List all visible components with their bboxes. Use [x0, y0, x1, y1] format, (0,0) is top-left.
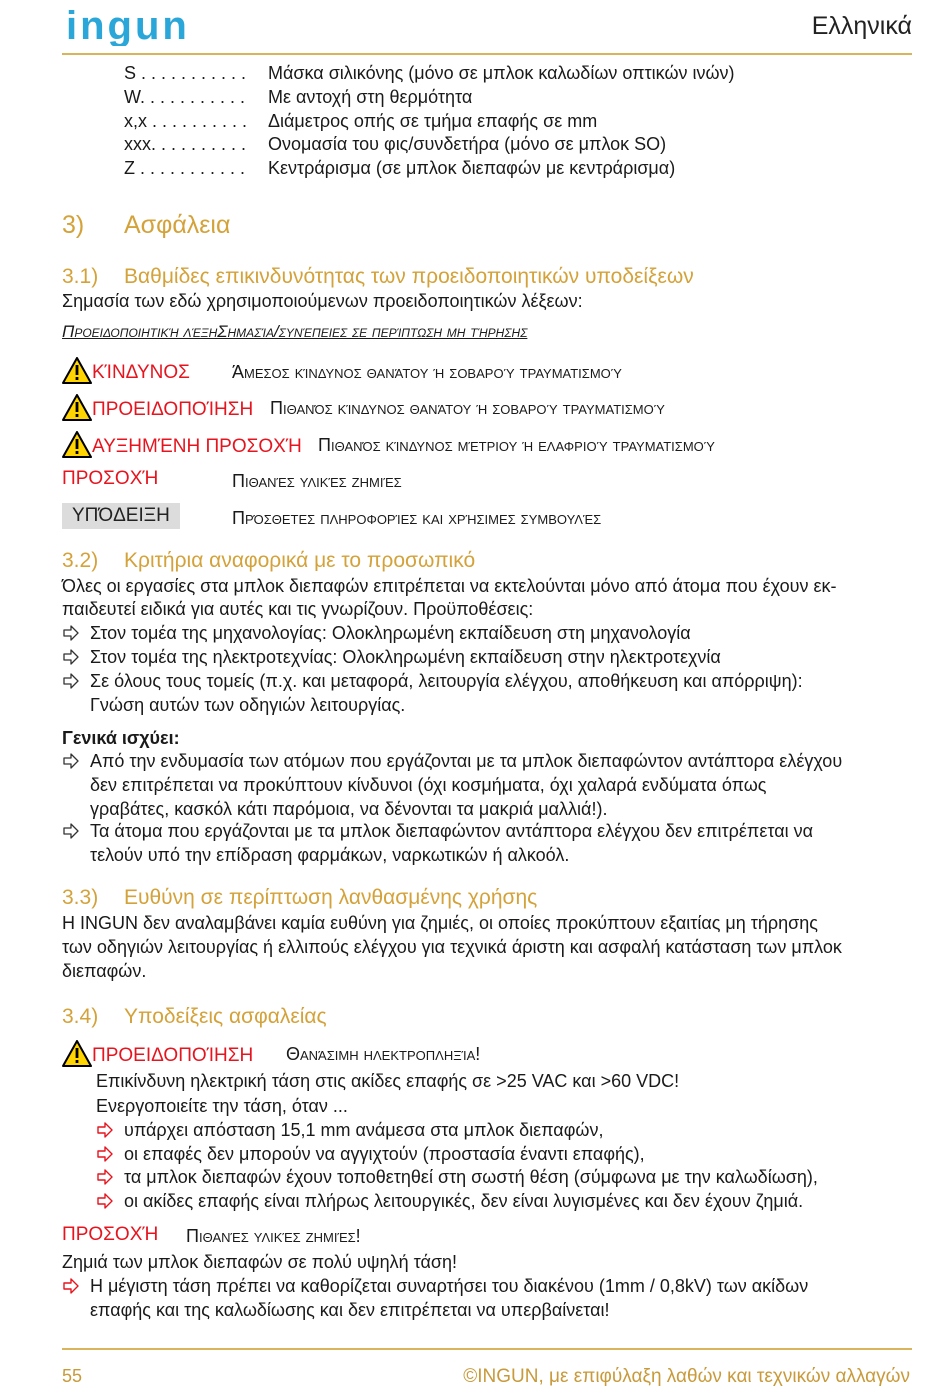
- paragraph: Σημασία των εδώ χρησιμοποιούμενων προειδοποιητικών λέξεων:: [62, 291, 583, 311]
- code-desc: Με αντοχή στη θερμότητα: [268, 87, 473, 107]
- arrow-right-icon: [62, 669, 80, 693]
- code-row: [124, 111, 597, 132]
- arrow-right-icon: [62, 621, 80, 645]
- arrow-right-icon: [96, 1165, 114, 1189]
- warning-heading: [62, 1040, 253, 1067]
- signal-word: ΚΊΝΔΥΝΟΣ: [92, 362, 190, 383]
- list-item-text: Γνώση αυτών των οδηγιών λειτουργίας.: [90, 695, 406, 715]
- signal-word: ΠΡΟΣΟΧΉ: [62, 1224, 159, 1245]
- warning-title: Θανάσιμη ηλεκτροπληξία!: [286, 1044, 481, 1064]
- signal-row: [62, 468, 158, 490]
- warning-triangle-icon: [62, 394, 92, 421]
- arrow-right-icon: [62, 1274, 80, 1298]
- paragraph-line: διεπαφών.: [62, 961, 147, 981]
- section-title: Ασφάλεια: [124, 211, 231, 239]
- arrow-right-icon: [96, 1142, 114, 1166]
- list-item: [62, 749, 842, 821]
- subsection-heading: [62, 549, 475, 573]
- section-heading: [62, 211, 230, 240]
- code-desc: Κεντράρισμα (σε μπλοκ διεπαφών με κεντράρισμα): [268, 158, 676, 178]
- paragraph-line: Ζημιά των μπλοκ διεπαφών σε πολύ υψηλή τάση!: [62, 1252, 458, 1272]
- list-item-text: Στον τομέα της μηχανολογίας: Ολοκληρωμένη εκπαίδευση στη μηχανολογία: [90, 623, 691, 643]
- signal-meaning: Άμεσος κίνδυνος θανάτου ή σοβαρού τραυματισμού: [232, 362, 622, 382]
- paragraph-line: των οδηγιών λειτουργίας ή ελλιπούς ελέγχου για τεχνικά άριστη και ασφαλή κατάσταση των μπλοκ: [62, 937, 842, 957]
- subsection-number: 3.2): [62, 549, 99, 572]
- list-item: [96, 1189, 803, 1213]
- subsection-title: Υποδείξεις ασφαλείας: [124, 1005, 327, 1028]
- copyright: ©INGUN, με επιφύλαξη λαθών και τεχνικών αλλαγών: [463, 1366, 910, 1387]
- paragraph-line: Όλες οι εργασίες στα μπλοκ διεπαφών επιτρέπεται να εκτελούνται μόνο από άτομα που έχουν εκ-: [62, 576, 837, 596]
- subsection-heading: [62, 886, 537, 910]
- warning-triangle-icon: [62, 357, 92, 384]
- list-item: [96, 1118, 603, 1142]
- list-item: [62, 1274, 808, 1322]
- list-item: [62, 819, 813, 867]
- warning-triangle-icon: [62, 1040, 92, 1067]
- list-item-text: Από την ενδυμασία των ατόμων που εργάζονται με τα μπλοκ διεπαφώντον αντάπτορα ελέγχου: [90, 751, 843, 771]
- hint-badge: ΥΠΌΔΕΙΞΗ: [62, 503, 180, 529]
- language-label: Ελληνικά: [811, 12, 912, 40]
- code-key: W. . . . . . . . . . .: [124, 87, 246, 107]
- signal-row: [62, 503, 180, 529]
- list-item-text: τα μπλοκ διεπαφών έχουν τοποθετηθεί στη σωστή θέση (σύμφωνα με την καλωδίωση),: [124, 1167, 818, 1187]
- code-desc: Ονομασία του φις/συνδετήρα (μόνο σε μπλοκ SO): [268, 134, 667, 154]
- subsection-title: Ευθύνη σε περίπτωση λανθασμένης χρήσης: [124, 886, 538, 909]
- subsection-number: 3.4): [62, 1005, 99, 1028]
- list-item-text: δεν επιτρέπεται να προκύπτουν κίνδυνοι (όχι κοσμήματα, όχι χαλαρά ενδύματα όπως: [90, 775, 767, 795]
- code-desc: Διάμετρος οπής σε τμήμα επαφής σε mm: [268, 111, 598, 131]
- signal-row: [62, 357, 190, 384]
- signal-word: ΠΡΟΕΙΔΟΠΟΊΗΣΗ: [92, 399, 254, 420]
- arrow-right-icon: [62, 819, 80, 843]
- list-item: [96, 1165, 818, 1189]
- signal-word: ΑΥΞΗΜΈΝΗ ΠΡΟΣΟΧΉ: [92, 436, 302, 457]
- list-item: [62, 645, 721, 669]
- list-item: [62, 621, 691, 645]
- code-row: [124, 134, 666, 155]
- list-item: [96, 1142, 645, 1166]
- signal-meaning: Πιθανός κίνδυνος μέτριου ή ελαφριού τραυματισμού: [318, 435, 715, 455]
- arrow-right-icon: [62, 645, 80, 669]
- signal-meaning: Πρόσθετες πληροφορίες και χρήσιμες συμβουλές: [232, 508, 602, 528]
- signal-word: ΠΡΟΣΟΧΉ: [62, 468, 159, 489]
- section-number: 3): [62, 211, 85, 239]
- paragraph-line: παιδευτεί ειδικά για αυτές και τις γνωρίζουν. Προϋποθέσεις:: [62, 599, 534, 619]
- code-row: [124, 158, 675, 179]
- list-item-text: γραβάτες, κασκόλ κάτι παρόμοια, να δένονται τα μακριά μαλλιά!).: [90, 799, 608, 819]
- signal-row: [62, 431, 302, 458]
- paragraph-line: Η INGUN δεν αναλαμβάνει καμία ευθύνη για ζημιές, οι οποίες προκύπτουν εξαιτίας μη τήρησης: [62, 913, 818, 933]
- list-item-text: Τα άτομα που εργάζονται με τα μπλοκ διεπαφώντον αντάπτορα ελέγχου δεν επιτρέπεται να: [90, 821, 814, 841]
- list-item-text: επαφής και της καλωδίωσης και δεν επιτρέπεται να υπερβαίνεται!: [90, 1300, 610, 1320]
- logo-text: ingun: [66, 6, 190, 46]
- signal-table-header: Προειδοποιητική λέξηΣημασία/συνέπειες σε περίπτωση μη τήρησης: [62, 322, 528, 341]
- paragraph-line: Επικίνδυνη ηλεκτρική τάση στις ακίδες επαφής σε >25 VAC και >60 VDC!: [96, 1071, 680, 1091]
- subsection-heading: [62, 265, 694, 289]
- code-key: Z . . . . . . . . . . .: [124, 158, 246, 178]
- caution-heading: [62, 1224, 158, 1246]
- signal-meaning: Πιθανός κίνδυνος θανάτου ή σοβαρού τραυματισμού: [270, 398, 665, 418]
- signal-row: [62, 394, 253, 421]
- subsection-heading: [62, 1005, 327, 1029]
- arrow-right-icon: [62, 749, 80, 773]
- header-divider: [62, 53, 912, 55]
- arrow-right-icon: [96, 1118, 114, 1142]
- general-label: Γενικά ισχύει:: [62, 728, 180, 748]
- warning-triangle-icon: [62, 431, 92, 458]
- code-key: S . . . . . . . . . . .: [124, 63, 247, 83]
- signal-meaning: Πιθανές υλικές ζημιές: [232, 471, 402, 491]
- list-item-text: οι επαφές δεν μπορούν να αγγιχτούν (προστασία έναντι επαφής),: [124, 1144, 645, 1164]
- paragraph-line: Ενεργοποιείτε την τάση, όταν ...: [96, 1096, 348, 1116]
- page-number: 55: [62, 1366, 83, 1386]
- list-item-text: Σε όλους τους τομείς (π.χ. και μεταφορά, λειτουργία ελέγχου, αποθήκευση και απόρριψη):: [90, 671, 803, 691]
- code-row: [124, 87, 472, 108]
- list-item-text: Στον τομέα της ηλεκτροτεχνίας: Ολοκληρωμένη εκπαίδευση στην ηλεκτροτεχνία: [90, 647, 721, 667]
- ingun-logo: [66, 6, 226, 46]
- caution-title: Πιθανές υλικές ζημιές!: [186, 1226, 361, 1246]
- subsection-title: Κριτήρια αναφορικά με το προσωπικό: [124, 549, 476, 572]
- list-item-text: τελούν υπό την επίδραση φαρμάκων, ναρκωτικών ή αλκοόλ.: [90, 845, 570, 865]
- code-key: xxx. . . . . . . . . .: [124, 134, 247, 154]
- footer-divider: [62, 1348, 912, 1350]
- signal-word: ΠΡΟΕΙΔΟΠΟΊΗΣΗ: [92, 1045, 254, 1066]
- code-row: [124, 63, 735, 84]
- subsection-number: 3.1): [62, 265, 99, 288]
- subsection-number: 3.3): [62, 886, 99, 909]
- list-item-text: υπάρχει απόσταση 15,1 mm ανάμεσα στα μπλοκ διεπαφών,: [124, 1120, 604, 1140]
- code-desc: Μάσκα σιλικόνης (μόνο σε μπλοκ καλωδίων οπτικών ινών): [268, 63, 735, 83]
- arrow-right-icon: [96, 1189, 114, 1213]
- list-item-text: οι ακίδες επαφής είναι πλήρως λειτουργικές, δεν είναι λυγισμένες και δεν έχουν ζημιά.: [124, 1191, 804, 1211]
- list-item-text: Η μέγιστη τάση πρέπει να καθορίζεται συναρτήσει του διακένου (1mm / 0,8kV) των ακίδων: [90, 1276, 809, 1296]
- list-item: [62, 669, 803, 717]
- subsection-title: Βαθμίδες επικινδυνότητας των προειδοποιητικών υποδείξεων: [124, 265, 694, 288]
- code-key: x,x . . . . . . . . . .: [124, 111, 248, 131]
